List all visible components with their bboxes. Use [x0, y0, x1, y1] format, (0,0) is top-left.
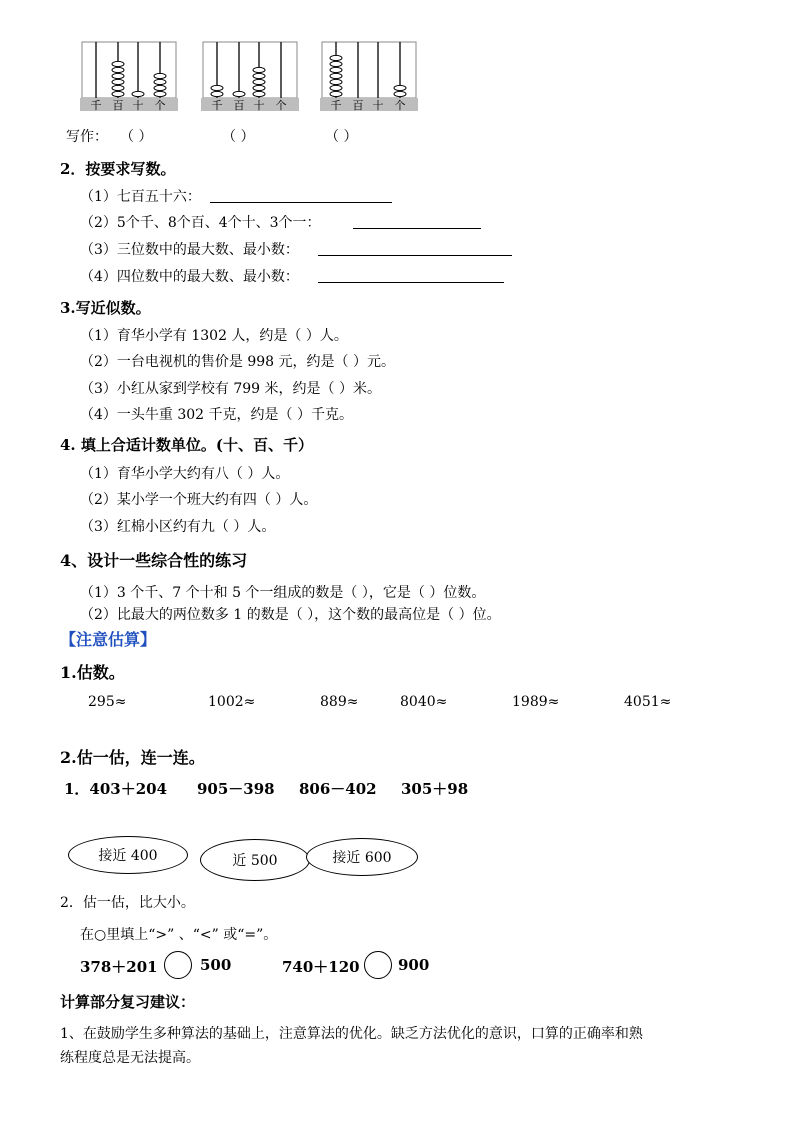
advice-line-2: 练程度总是无法提高。	[60, 1050, 200, 1066]
q5-title: 4、设计一些综合性的练习	[60, 551, 248, 570]
abacus-bead	[233, 91, 245, 96]
q5-item-2: （2）比最大的两位数多 1 的数是（ ），这个数的最高位是（ ）位。	[80, 607, 501, 623]
compare-left-2: 740＋120	[282, 958, 360, 976]
q3-title: 3.写近似数。	[60, 299, 151, 317]
q4-item-2: （2）某小学一个班大约有四（ ）人。	[80, 492, 318, 508]
oval-approx-400[interactable]: 接近 400	[68, 836, 188, 874]
section-heading-estimation: 【注意估算】	[60, 630, 157, 649]
abacus-3	[320, 40, 418, 112]
abacus-place-label: 十	[253, 99, 265, 112]
advice-title: 计算部分复习建议：	[60, 993, 196, 1011]
q2-answer-line-4[interactable]	[318, 282, 504, 283]
abacus-bead	[112, 61, 124, 66]
abacus-bead	[394, 85, 406, 90]
abacus-place-label: 百	[352, 99, 364, 112]
q2-item-1: （1）七百五十六：	[80, 189, 201, 205]
compare-left-1: 378＋201	[80, 958, 158, 976]
oval-approx-500[interactable]: 近 500	[200, 839, 310, 881]
est-title: 1.估数。	[60, 663, 125, 682]
abacus-bead	[330, 91, 342, 96]
write-paren-2: （ ）	[222, 129, 255, 145]
connect-title: 2.估一估，连一连。	[60, 748, 205, 767]
compare-right-1: 500	[200, 956, 232, 974]
abacus-bead	[154, 85, 166, 90]
abacus-bead	[330, 55, 342, 60]
abacus-bead	[330, 73, 342, 78]
abacus-place-label: 个	[275, 99, 287, 112]
abacus-bead	[112, 79, 124, 84]
abacus-place-label: 个	[394, 99, 406, 112]
compare-circle-2[interactable]	[364, 951, 392, 979]
q2-answer-line-1[interactable]	[210, 202, 392, 203]
abacus-bead	[211, 85, 223, 90]
write-paren-3: （ ）	[325, 129, 358, 145]
est-item-6: 4051≈	[624, 694, 672, 710]
abacus-bead	[112, 91, 124, 96]
abacus-bead	[112, 85, 124, 90]
q2-answer-line-3[interactable]	[318, 255, 512, 256]
abacus-1	[80, 40, 178, 112]
connect-expr-2: 905－398	[197, 780, 275, 798]
est-item-5: 1989≈	[512, 694, 560, 710]
est-item-2: 1002≈	[208, 694, 256, 710]
compare-circle-1[interactable]	[164, 951, 192, 979]
abacus-bead	[112, 67, 124, 72]
q3-item-1: （1）育华小学有 1302 人，约是（ ）人。	[80, 328, 348, 344]
write-label: 写作：	[66, 129, 108, 145]
abacus-2	[201, 40, 299, 112]
write-paren-1: （ ）	[120, 129, 153, 145]
abacus-bead	[211, 91, 223, 96]
abacus-bead	[253, 91, 265, 96]
est-item-4: 8040≈	[400, 694, 448, 710]
connect-expr-1: 1．403＋204	[64, 780, 168, 798]
abacus-bead	[330, 61, 342, 66]
q2-item-4: （4）四位数中的最大数、最小数：	[80, 269, 299, 285]
abacus-place-label: 千	[330, 99, 342, 112]
q4-item-3: （3）红棉小区约有九（ ）人。	[80, 519, 276, 535]
abacus-place-label: 千	[211, 99, 223, 112]
abacus-bead	[330, 85, 342, 90]
abacus-place-label: 十	[132, 99, 144, 112]
abacus-bead	[132, 91, 144, 96]
abacus-place-label: 十	[372, 99, 384, 112]
abacus-bead	[253, 85, 265, 90]
q5-item-1: （1）3 个千、7 个十和 5 个一组成的数是（ ），它是（ ）位数。	[80, 585, 486, 601]
q2-item-3: （3）三位数中的最大数、最小数：	[80, 242, 299, 258]
abacus-bead	[112, 73, 124, 78]
compare-instruction: 在○里填上“>” 、“<” 或“=”。	[80, 927, 278, 943]
abacus-bead	[330, 67, 342, 72]
q2-answer-line-2[interactable]	[353, 228, 481, 229]
abacus-bead	[253, 79, 265, 84]
est-item-3: 889≈	[320, 694, 359, 710]
q4-title: 4. 填上合适计数单位。(十、百、千）	[60, 436, 313, 454]
abacus-bead	[394, 91, 406, 96]
compare-right-2: 900	[398, 956, 430, 974]
abacus-bead	[154, 79, 166, 84]
q2-item-2: （2）5个千、8个百、4个十、3个一：	[80, 215, 321, 231]
abacus-place-label: 百	[112, 99, 124, 112]
q2-title: 2．按要求写数。	[60, 160, 176, 178]
abacus-bead	[253, 67, 265, 72]
abacus-place-label: 百	[233, 99, 245, 112]
est-item-1: 295≈	[88, 694, 127, 710]
compare-title: 2．估一估，比大小。	[60, 895, 195, 911]
q3-item-2: （2）一台电视机的售价是 998 元，约是（ ）元。	[80, 354, 395, 370]
abacus-bead	[154, 73, 166, 78]
q3-item-4: （4）一头牛重 302 千克，约是（ ）千克。	[80, 407, 353, 423]
abacus-bead	[253, 73, 265, 78]
abacus-bead	[330, 79, 342, 84]
q4-item-1: （1）育华小学大约有八（ ）人。	[80, 466, 290, 482]
connect-expr-4: 305＋98	[401, 780, 469, 798]
connect-expr-3: 806－402	[299, 780, 377, 798]
oval-approx-600[interactable]: 接近 600	[306, 838, 418, 876]
abacus-place-label: 千	[90, 99, 102, 112]
advice-line-1: 1、在鼓励学生多种算法的基础上，注意算法的优化。缺乏方法优化的意识，口算的正确率和熟	[60, 1026, 643, 1042]
q3-item-3: （3）小红从家到学校有 799 米，约是（ ）米。	[80, 381, 381, 397]
abacus-bead	[154, 91, 166, 96]
abacus-place-label: 个	[154, 99, 166, 112]
